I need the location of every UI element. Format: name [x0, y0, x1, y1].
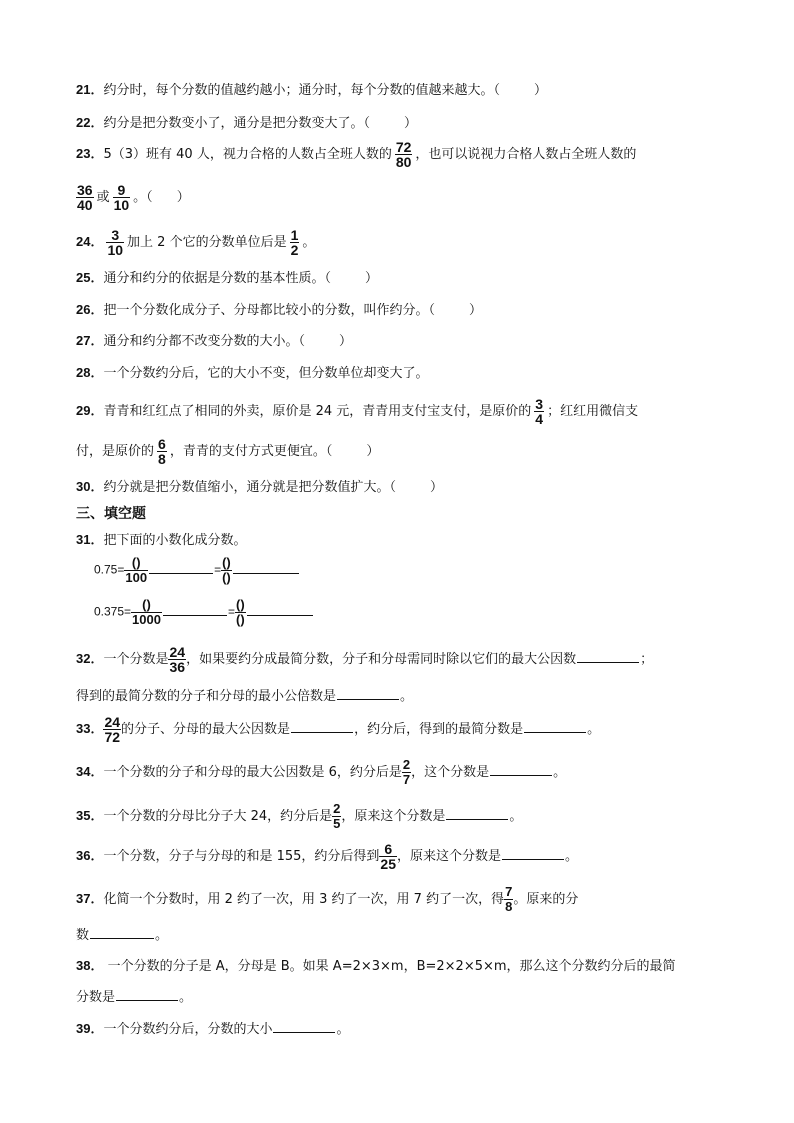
question-32-cont — [76, 685, 413, 707]
question-text: ，这个分数是 — [411, 765, 490, 780]
question-number: 25． — [76, 270, 104, 285]
question-31 — [76, 530, 246, 551]
conversion-row-1 — [94, 556, 300, 585]
answer-paren-close: ） — [366, 444, 380, 459]
question-text: 。 — [565, 849, 579, 864]
question-21 — [76, 80, 547, 101]
question-text: 一个分数的分子和分母的最大公因数是 6，约分后是 — [103, 765, 402, 780]
fraction: $\frac{3}{4}$ — [535, 396, 544, 427]
question-text: 约分时，每个分数的值越约越小；通分时，每个分数的值越来越大。（ — [103, 83, 500, 98]
answer-paren-close: ） — [338, 334, 352, 349]
question-number: 32． — [76, 651, 104, 666]
answer-paren-close: ） — [364, 271, 378, 286]
question-37-cont — [76, 924, 168, 946]
fraction: $\frac{2}{7}$ — [402, 757, 411, 787]
answer-paren-close: ） — [403, 116, 417, 131]
question-number: 34． — [76, 764, 104, 779]
question-35 — [76, 802, 522, 831]
question-text: ；红红用微信支 — [547, 404, 639, 419]
question-number: 38． — [76, 958, 104, 973]
equals-sign: = — [227, 604, 235, 619]
question-number: 29． — [76, 403, 104, 418]
answer-blank[interactable] — [502, 845, 564, 860]
question-text: 或 — [96, 190, 110, 205]
answer-blank[interactable] — [446, 805, 508, 820]
fraction: $\frac{()}{()}$ — [235, 597, 245, 627]
question-23 — [76, 140, 636, 169]
question-number: 22． — [76, 115, 104, 130]
question-text: 。原来的分 — [513, 892, 579, 907]
question-number: 21． — [76, 82, 104, 97]
question-number: 39． — [76, 1021, 104, 1036]
question-text: 一个分数是 — [103, 652, 169, 667]
question-38 — [76, 956, 676, 977]
section-title: 三、填空题 — [76, 506, 146, 522]
fraction: $\frac{3}{10}$ — [107, 227, 124, 258]
question-text: 。 — [587, 722, 601, 737]
question-text: ，如果要约分成最简分数，分子和分母需同时除以它们的最大公因数 — [186, 652, 577, 667]
question-22 — [76, 113, 417, 134]
question-39 — [76, 1018, 350, 1040]
question-number: 36． — [76, 848, 104, 863]
question-26 — [76, 300, 482, 321]
question-33 — [76, 715, 600, 744]
question-30 — [76, 477, 443, 498]
fraction: $\frac{6}{8}$ — [158, 436, 166, 467]
question-number: 26． — [76, 302, 104, 317]
answer-blank[interactable] — [163, 601, 227, 616]
question-text: ，也可以说视力合格人数占全班人数的 — [415, 147, 637, 162]
answer-blank[interactable] — [490, 761, 552, 776]
question-text: ，约分后，得到的最简分数是 — [354, 722, 524, 737]
answer-blank[interactable] — [291, 718, 353, 733]
answer-paren-close: ） — [533, 83, 547, 98]
question-text: 5（3）班有 40 人，视力合格的人数占全班人数的 — [103, 147, 392, 162]
fraction: $\frac{9}{10}$ — [113, 182, 130, 213]
fraction: $\frac{6}{25}$ — [380, 841, 396, 872]
question-text: 付，是原价的 — [76, 444, 155, 459]
question-number: 35． — [76, 808, 104, 823]
question-text: 。 — [553, 765, 567, 780]
question-text: ，原来这个分数是 — [397, 849, 502, 864]
question-text: 把一个分数化成分子、分母都比较小的分数，叫作约分。（ — [103, 303, 435, 318]
question-27 — [76, 331, 352, 352]
question-text: 一个分数的分母比分子大 24，约分后是 — [103, 809, 333, 824]
answer-paren-close: ） — [176, 190, 190, 205]
question-text: 一个分数约分后，分数的大小 — [103, 1022, 273, 1037]
question-36 — [76, 842, 578, 871]
question-text: 。 — [509, 809, 523, 824]
decimal-lead: 0.75= — [94, 562, 125, 577]
question-text: 一个分数的分子是 A，分母是 B。如果 A=2×3×m，B=2×2×5×m，那么这个分数约分后的最简 — [103, 959, 676, 974]
question-text: ，原来这个分数是 — [341, 809, 446, 824]
question-37 — [76, 885, 578, 914]
question-number: 27． — [76, 333, 104, 348]
answer-blank[interactable] — [116, 986, 178, 1001]
question-text: 。 — [400, 689, 414, 704]
answer-blank[interactable] — [524, 718, 586, 733]
fraction: $\frac{24}{72}$ — [104, 714, 121, 745]
answer-blank[interactable] — [273, 1018, 335, 1033]
question-number: 23． — [76, 146, 104, 161]
fraction: $\frac{24}{36}$ — [169, 644, 186, 675]
answer-paren-close: ） — [468, 303, 482, 318]
question-text: 把下面的小数化成分数。 — [103, 533, 247, 548]
fraction: $\frac{2}{5}$ — [333, 801, 341, 831]
decimal-lead: 0.375= — [94, 604, 132, 619]
answer-blank[interactable] — [247, 601, 313, 616]
question-text: 。 — [179, 990, 193, 1005]
question-text: 青青和红红点了相同的外卖，原价是 24 元，青青用支付宝支付，是原价的 — [103, 404, 532, 419]
question-number: 24． — [76, 234, 104, 249]
question-23-cont — [76, 183, 190, 212]
question-text: 分数是 — [76, 990, 116, 1005]
question-32 — [76, 645, 653, 674]
answer-blank[interactable] — [233, 559, 299, 574]
question-29-cont — [76, 437, 379, 466]
question-text: ； — [640, 652, 654, 667]
fraction: $\frac{1}{2}$ — [290, 227, 299, 258]
question-text: 得到的最简分数的分子和分母的最小公倍数是 — [76, 689, 337, 704]
fraction: $\frac{()}{1000}$ — [132, 597, 161, 627]
question-text: 的分子、分母的最大公因数是 — [121, 722, 291, 737]
conversion-row-2 — [94, 598, 314, 627]
answer-blank[interactable] — [90, 924, 154, 939]
question-text: 数 — [76, 928, 90, 943]
answer-blank[interactable] — [149, 559, 213, 574]
question-38-cont — [76, 986, 192, 1008]
question-25 — [76, 268, 378, 289]
question-text: 。 — [155, 928, 169, 943]
answer-blank[interactable] — [337, 685, 399, 700]
question-text: 。 — [302, 235, 316, 250]
fraction: $\frac{7}{8}$ — [505, 884, 513, 914]
question-number: 37． — [76, 891, 104, 906]
question-text: 约分就是把分数值缩小，通分就是把分数值扩大。（ — [103, 480, 396, 495]
fraction: $\frac{72}{80}$ — [395, 139, 412, 170]
fraction: $\frac{36}{40}$ — [77, 182, 93, 213]
question-28 — [76, 363, 428, 384]
equals-sign: = — [214, 562, 222, 577]
question-text: 。（ — [133, 190, 153, 205]
question-text: 通分和约分的依据是分数的基本性质。（ — [103, 271, 331, 286]
question-34 — [76, 758, 566, 787]
question-number: 28． — [76, 365, 104, 380]
answer-paren-close: ） — [429, 480, 443, 495]
question-text: ，青青的支付方式更便宜。（ — [169, 444, 333, 459]
answer-blank[interactable] — [577, 648, 639, 663]
question-text: 加上 2 个它的分数单位后是 — [127, 235, 287, 250]
question-number: 33． — [76, 721, 104, 736]
question-29 — [76, 397, 638, 426]
fraction: $\frac{()}{100}$ — [125, 555, 148, 585]
question-24 — [76, 228, 315, 257]
question-text: 约分是把分数变小了，通分是把分数变大了。（ — [103, 116, 370, 131]
question-text: 化简一个分数时，用 2 约了一次，用 3 约了一次，用 7 约了一次，得 — [103, 892, 505, 907]
question-number: 31． — [76, 532, 104, 547]
question-text: 通分和约分都不改变分数的大小。（ — [103, 334, 305, 349]
fraction: $\frac{()}{()}$ — [222, 555, 231, 585]
question-text: 。 — [336, 1022, 350, 1037]
question-text: 一个分数约分后，它的大小不变，但分数单位却变大了。 — [103, 366, 429, 381]
question-text: 一个分数，分子与分母的和是 155，约分后得到 — [103, 849, 380, 864]
question-number: 30． — [76, 479, 104, 494]
